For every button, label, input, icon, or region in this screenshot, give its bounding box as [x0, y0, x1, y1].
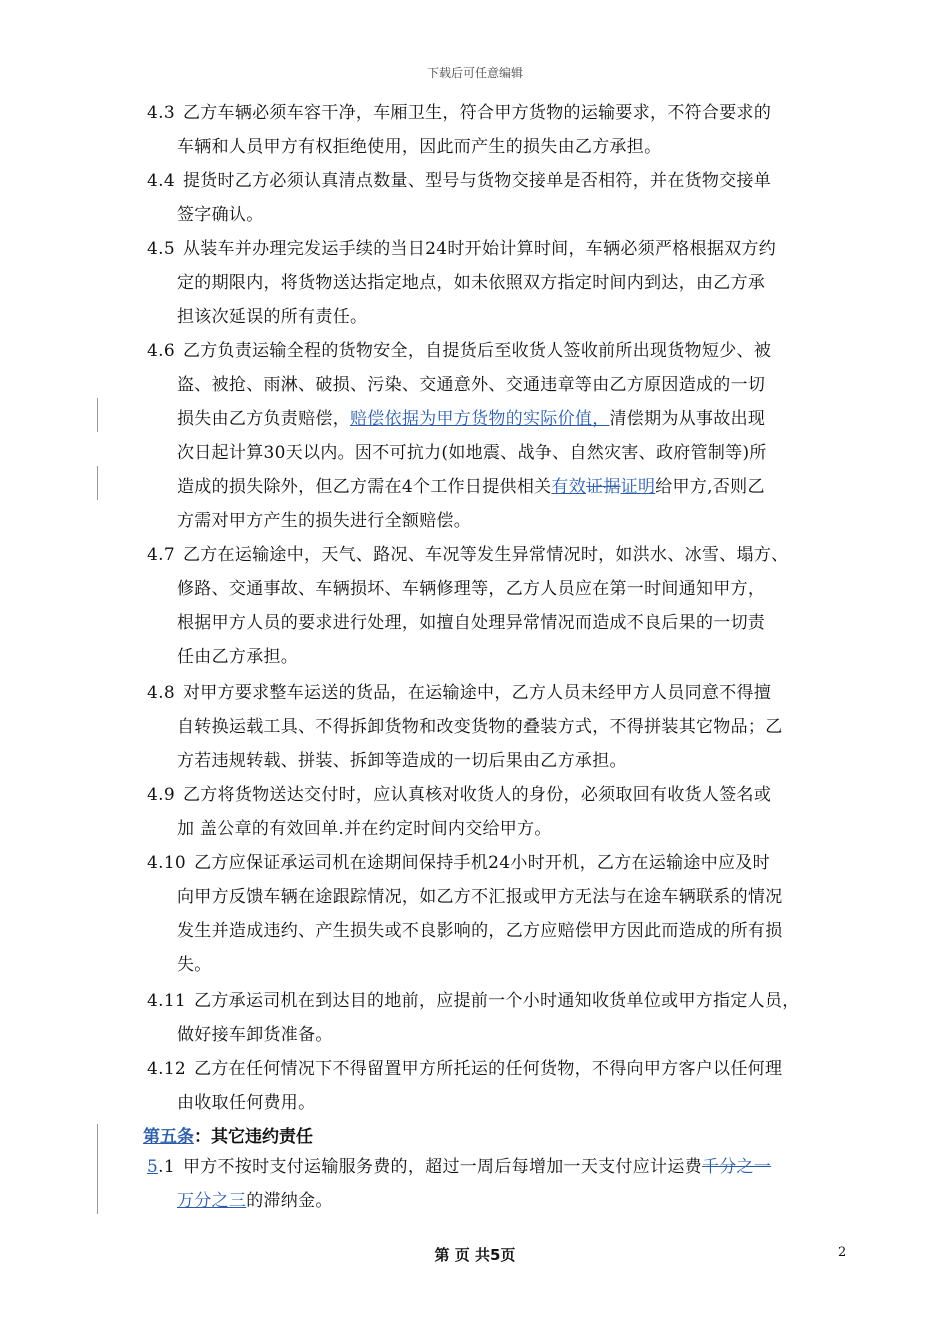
clause-text-line: [147, 470, 867, 504]
page-header: 下载后可任意编辑: [426, 66, 523, 80]
revision-insert: 证明: [620, 477, 656, 497]
clause-text: 由收取任何费用。: [177, 1093, 316, 1113]
clause-number: 4.4: [147, 171, 175, 191]
clause-text: 向甲方反馈车辆在途跟踪情况，如乙方不汇报或甲方无法与在途车辆联系的情况: [177, 887, 783, 907]
clause-text: 给甲方,否则乙: [655, 477, 765, 497]
clause-number: 4.6: [147, 341, 175, 361]
clause-text: 做好接车卸货准备。: [177, 1025, 333, 1045]
revision-insert: 有效: [551, 477, 587, 497]
clause-text: 方若违规转载、拼装、拆卸等造成的一切后果由乙方承担。: [177, 751, 627, 771]
clause-text: 清偿期为从事故出现: [609, 409, 766, 429]
clause-text: 甲方不按时支付运输服务费的，超过一周后每增加一天支付应计运费: [182, 1157, 702, 1177]
clause-text: 失。: [177, 955, 212, 975]
clause-text: 担该次延误的所有责任。: [177, 307, 368, 327]
clause-text: 乙方在任何情况下不得留置甲方所托运的任何货物，不得向甲方客户以任何理: [194, 1059, 783, 1079]
revision-delete: 证据: [586, 477, 621, 497]
clause-number: 4.3: [147, 103, 175, 123]
clause-number: 4.12: [147, 1059, 187, 1079]
revision-insert: 赔偿依据为甲方货物的实际价值，: [350, 409, 610, 429]
clause-number: 4.7: [147, 545, 175, 565]
clause-number: [147, 1150, 175, 1184]
clause-number: 4.5: [147, 239, 175, 259]
revision-insert: 万分之三: [177, 1191, 247, 1211]
section-title: ：其它违约责任: [194, 1127, 313, 1147]
clause-text: 签字确认。: [177, 205, 264, 225]
section-number: 第五条: [143, 1127, 194, 1147]
clause-text: 从装车并办理完发运手续的当日24时开始计算时间，车辆必须严格根据双方约: [182, 239, 777, 259]
clause-text: 乙方承运司机在到达目的地前，应提前一个小时通知收货单位或甲方指定人员，: [194, 991, 800, 1011]
clause-text: 乙方将货物送达交付时，应认真核对收货人的身份，必须取回有收货人签名或: [182, 785, 772, 805]
clause-text: 盗、被抢、雨淋、破损、污染、交通意外、交通违章等由乙方原因造成的一切: [177, 375, 766, 395]
clause-4-5: [147, 232, 867, 334]
clause-text: 造成的损失除外，但乙方需在4个工作日提供相关: [177, 477, 552, 497]
clause-text: 根据甲方人员的要求进行处理，如擅自处理异常情况而造成不良后果的一切责: [177, 613, 766, 633]
section-heading: [143, 1122, 313, 1147]
clause-text: 损失由乙方负责赔偿，: [177, 409, 350, 429]
clause-text: 定的期限内，将货物送达指定地点，如未依照双方指定时间内到达，由乙方承: [177, 273, 766, 293]
page-footer: 第 页 共5页: [434, 1246, 516, 1264]
clause-4-7: [147, 538, 867, 674]
clause-number-rest: .1: [158, 1157, 175, 1177]
page-number: 2: [838, 1245, 847, 1260]
clause-4-9: [147, 778, 867, 846]
clause-4-11: [147, 984, 867, 1052]
revision-change-bar: [97, 1154, 98, 1214]
clause-text-line: [147, 1184, 867, 1218]
clause-text: 自转换运载工具、不得拆卸货物和改变货物的叠装方式，不得拼装其它物品；乙: [177, 717, 783, 737]
revision-change-bar: [97, 466, 98, 500]
revision-change-bar: [97, 398, 98, 432]
clause-text: 修路、交通事故、车辆损坏、车辆修理等，乙方人员应在第一时间通知甲方，: [177, 579, 766, 599]
revision-delete: 千分之一: [701, 1157, 772, 1177]
clause-text: 乙方应保证承运司机在途期间保持手机24小时开机，乙方在运输途中应及时: [194, 853, 770, 873]
clause-4-12: [147, 1052, 867, 1120]
clause-number: 4.10: [147, 853, 187, 873]
clause-number: 4.9: [147, 785, 175, 805]
clause-text: 乙方负责运输全程的货物安全，自提货后至收货人签收前所出现货物短少、被: [182, 341, 772, 361]
clause-text: 任由乙方承担。: [177, 647, 299, 667]
clause-4-4: [147, 164, 867, 232]
revision-change-bar: [97, 1124, 98, 1154]
revision-insert: 5: [147, 1157, 159, 1177]
clause-number: 4.11: [147, 991, 187, 1011]
clause-text: 的滞纳金。: [246, 1191, 333, 1211]
clause-text: 车辆和人员甲方有权拒绝使用，因此而产生的损失由乙方承担。: [177, 137, 662, 157]
clause-text: 加 盖公章的有效回单.并在约定时间内交给甲方。: [177, 819, 552, 839]
clause-number: 4.8: [147, 683, 175, 703]
clause-text: 方需对甲方产生的损失进行全额赔偿。: [177, 511, 472, 531]
clause-text-line: [147, 402, 867, 436]
clause-text: 次日起计算30天以内。因不可抗力(如地震、战争、自然灾害、政府管制等)所: [177, 443, 767, 463]
clause-4-8: [147, 676, 867, 778]
clause-5-1: [147, 1150, 867, 1218]
clause-text: 乙方车辆必须车容干净，车厢卫生，符合甲方货物的运输要求，不符合要求的: [182, 103, 772, 123]
clause-4-6: [147, 334, 867, 538]
clause-4-3: [147, 96, 867, 164]
clause-text: 发生并造成违约、产生损失或不良影响的，乙方应赔偿甲方因此而造成的所有损: [177, 921, 783, 941]
clause-text: 乙方在运输途中，天气、路况、车况等发生异常情况时，如洪水、冰雪、塌方、: [182, 545, 789, 565]
clause-4-10: [147, 846, 867, 982]
clause-text: 对甲方要求整车运送的货品，在运输途中，乙方人员未经甲方人员同意不得擅: [182, 683, 772, 703]
clause-text: 提货时乙方必须认真清点数量、型号与货物交接单是否相符，并在货物交接单: [182, 171, 772, 191]
